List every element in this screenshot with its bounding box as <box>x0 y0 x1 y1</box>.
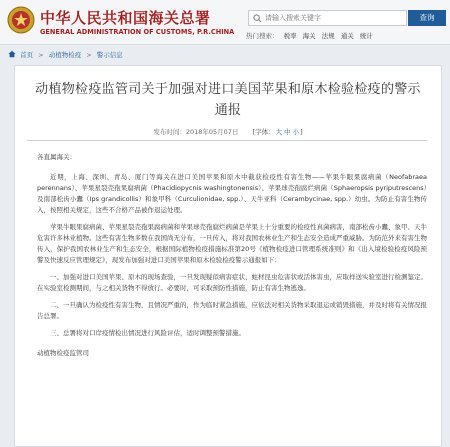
hot-search-link[interactable]: 海关 <box>302 32 316 40</box>
article-paragraph: 一、加强对进口美国苹果、原木的现场查验，一旦发现疑似病害症状、蛀材昆虫危害状或活体害虫，应取样送实验室进行检测鉴定。在实验室检测期间，与之相关货物不得放行。必要时，可采取预防性措施，防止有害生物逃逸。 <box>37 273 427 292</box>
font-size-large[interactable]: 大 <box>275 128 283 136</box>
hot-search-link[interactable]: 税率 <box>283 32 297 40</box>
breadcrumb <box>8 50 123 62</box>
search-box <box>248 10 407 26</box>
font-size-medium[interactable]: 中 <box>284 128 291 136</box>
breadcrumb-separator: > <box>38 51 44 59</box>
font-size-label: [字体： <box>252 128 275 136</box>
article-paragraph: 三、总署将对口岸疫情检出情况进行风险评估，适时调整预警措施。 <box>50 329 245 337</box>
search-icon <box>253 14 262 23</box>
article-paragraph: 苹果牛眼果腐病菌、苹果星裂壳孢果腐病菌和苹果球壳孢腐烂病菌是苹果上十分重要的检疫性真菌病害，南部松齿小蠹、象甲、天牛危害许多林业植物。这些有害生物多数在我国尚无分布，一旦传入，将对我国农林业生产和生态安全造成严重威胁。为防范外来有害生物传入，保护我国农林业生产和生态安全，根据国际植物检疫措施标准第20号《植物检疫进口管理系统准则》和《出入境检验检疫风险预警及快速反应管理规定》，现发布加强对进口美国苹果和原木检验检疫警示通报如下： <box>37 223 427 264</box>
breadcrumb-section[interactable]: 动植物检疫 <box>48 51 82 59</box>
signature: 动植物检疫监管司 <box>37 349 89 357</box>
salutation: 各直属海关： <box>37 153 76 161</box>
breadcrumb-current[interactable]: 警示信息 <box>96 51 123 59</box>
article-title: 动植物检疫监管司关于加强对进口美国苹果和原木检验检疫的警示通报 <box>35 82 421 118</box>
search-input[interactable] <box>265 12 403 24</box>
hot-searches <box>246 31 377 40</box>
article-paragraph: 二、一旦确认为检疫性有害生物，且情况严重的，作为临时紧急措施，应依法对相关货物采取退运或销毁措施，并及时将有关情况报告总署。 <box>37 301 427 320</box>
customs-emblem-icon[interactable] <box>6 5 36 35</box>
font-size-end: ] <box>300 128 303 136</box>
brand-name-en: GENERAL ADMINISTRATION OF CUSTOMS, P.R.CHINA <box>40 28 235 36</box>
brand-name-cn[interactable]: 中华人民共和国海关总署 <box>40 9 211 27</box>
breadcrumb-separator: > <box>86 51 92 59</box>
title-divider <box>27 140 427 141</box>
home-icon <box>8 50 16 58</box>
article-paragraph: 近期，上海、深圳、青岛、厦门等海关在进口美国苹果和原木中截获检疫性有害生物——苹果牛眼果腐病菌（Neofabraea perennans）、苹果星裂壳孢果腐病菌（Phacidiopycnis washingtonensis）、苹果球壳孢腐烂病菌（Sphaeropsis pyriputrescens）及南部松齿小蠹（Ips grandicollis）和象甲科（Curculionidae, spp.）、天牛亚科（Cerambycinae, spp.）幼虫。为防止有害生物传入，按照相关规定，这些不合格产品被作退运处理。 <box>37 173 427 214</box>
hot-searches-label: 热门搜索： <box>246 32 279 40</box>
publish-date: 发布时间：2018年05月07日 <box>153 128 239 136</box>
font-size-small[interactable]: 小 <box>292 128 300 136</box>
site-header <box>0 0 450 45</box>
hot-search-link[interactable]: 统计 <box>359 32 373 40</box>
font-size-switcher <box>253 128 303 136</box>
hot-search-link[interactable]: 法规 <box>321 32 335 40</box>
breadcrumb-home[interactable]: 首页 <box>20 51 34 59</box>
hot-search-link[interactable]: 通关 <box>340 32 354 40</box>
search-button[interactable]: 查询 <box>408 10 446 26</box>
article-meta <box>15 127 441 136</box>
article-panel <box>14 65 442 447</box>
article-body <box>37 152 427 365</box>
